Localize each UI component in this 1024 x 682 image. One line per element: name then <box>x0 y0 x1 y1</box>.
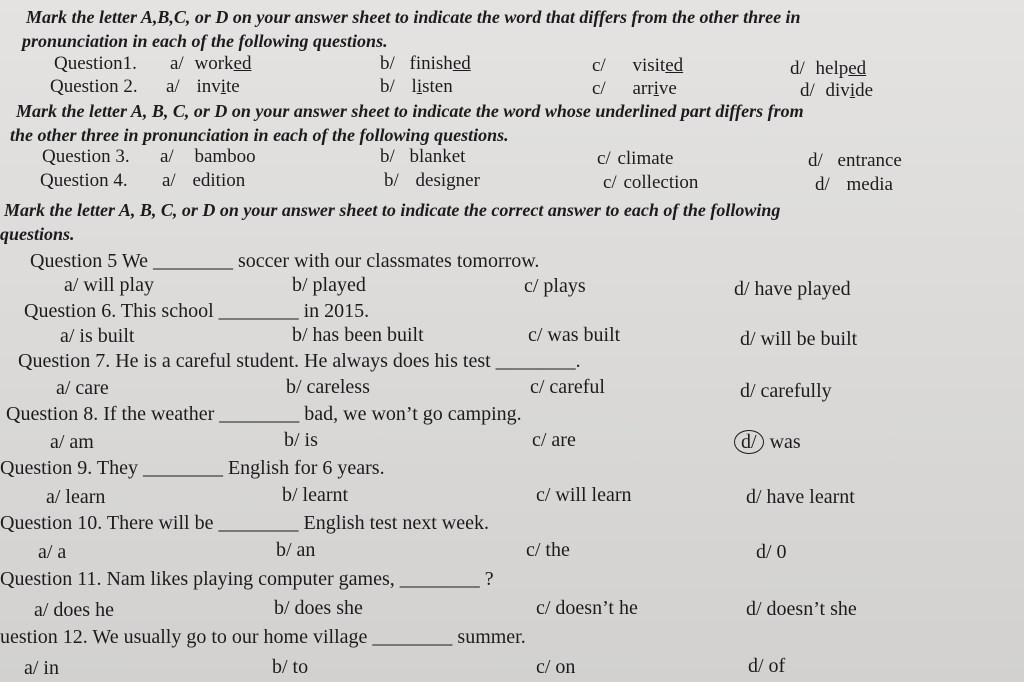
q7-option-a: a/ care <box>56 377 109 399</box>
q3-option-c <box>597 148 673 170</box>
q2-option-a-underline: i <box>220 76 227 97</box>
q3-option-c-word: climate <box>617 148 674 169</box>
q5-option-c: c/ plays <box>524 275 586 297</box>
q9-option-a: a/ learn <box>46 486 106 508</box>
q11-option-d: d/ doesn’t she <box>746 598 857 620</box>
question-3-label: Question 3. <box>42 146 130 167</box>
q2-option-b <box>380 76 453 98</box>
q8-option-d-circled-letter: d/ <box>734 430 764 454</box>
q1-option-c <box>592 55 683 77</box>
section-3-instruction-line-1: Mark the letter A, B, C, or D on your answer sheet to indicate the correct answer to each of the following <box>4 200 781 220</box>
q8-option-d-word: was <box>769 431 801 453</box>
q10-option-d: d/ 0 <box>756 541 787 563</box>
q11-option-a: a/ does he <box>34 599 114 621</box>
q4-option-b-letter: b/ <box>384 170 399 191</box>
q9-option-d: d/ have learnt <box>746 486 855 508</box>
q4-option-d-letter: d/ <box>815 174 830 195</box>
q1-option-c-word-stem: visit <box>632 55 666 76</box>
section-1-instruction-line-1: Mark the letter A,B,C, or D on your answer sheet to indicate the word that differs from the other three in <box>26 7 801 27</box>
q9-option-b: b/ learnt <box>282 484 349 506</box>
q6-option-d: d/ will be built <box>740 328 858 350</box>
section-3-instruction-line-2: questions. <box>0 224 75 244</box>
question-2-label: Question 2. <box>50 76 138 97</box>
q12-option-c: c/ on <box>536 656 576 678</box>
q3-option-b-word: blanket <box>409 146 466 167</box>
q2-option-d-pre: div <box>825 80 850 101</box>
q2-option-b-underline: i <box>416 76 423 97</box>
q2-option-a-pre: inv <box>196 76 221 97</box>
question-10-stem: Question 10. There will be ________ English test next week. <box>0 512 489 534</box>
q2-option-b-pre: l <box>411 76 417 97</box>
q8-option-b: b/ is <box>284 429 318 451</box>
q4-option-d-word: media <box>846 174 893 195</box>
q4-option-a-letter: a/ <box>162 170 176 191</box>
q2-option-b-post: sten <box>422 76 453 97</box>
q1-option-b-underline: ed <box>452 53 471 74</box>
q7-option-c: c/ careful <box>530 376 605 398</box>
q2-option-b-letter: b/ <box>380 76 395 97</box>
q1-option-c-underline: ed <box>665 55 684 76</box>
q3-option-d <box>808 150 902 172</box>
q11-option-b: b/ does she <box>274 597 363 619</box>
q3-option-b-letter: b/ <box>380 146 395 167</box>
q8-option-c: c/ are <box>532 429 576 451</box>
question-7-stem: Question 7. He is a careful student. He always does his test ________. <box>18 350 581 372</box>
q3-option-d-word: entrance <box>837 150 902 171</box>
q1-option-d-underline: ed <box>848 58 867 79</box>
q4-option-b <box>384 170 480 192</box>
q1-option-c-letter: c/ <box>592 55 606 76</box>
q3-option-d-letter: d/ <box>808 150 823 171</box>
q6-option-c: c/ was built <box>528 324 621 346</box>
q6-option-b: b/ has been built <box>292 324 424 346</box>
q3-option-b <box>380 146 465 168</box>
q3-option-a-letter: a/ <box>160 146 174 167</box>
q6-option-a: a/ is built <box>60 325 135 347</box>
q2-option-d-letter: d/ <box>800 80 815 101</box>
q5-option-a: a/ will play <box>64 274 154 296</box>
q2-option-d-post: de <box>855 80 874 101</box>
question-1-label: Question1. <box>54 53 137 74</box>
q2-option-c-post: ve <box>658 78 677 99</box>
q10-option-c: c/ the <box>526 539 570 561</box>
q5-option-d: d/ have played <box>734 278 851 300</box>
section-2-instruction-line-2: the other three in pronunciation in each of the following questions. <box>10 125 509 145</box>
q3-option-a-word: bamboo <box>194 146 256 167</box>
question-5-stem: Question 5 We ________ soccer with our classmates tomorrow. <box>30 250 540 272</box>
q11-option-c: c/ doesn’t he <box>536 597 638 619</box>
q1-option-b-word-stem: finish <box>409 53 453 74</box>
q1-option-a-word-stem: work <box>194 53 234 74</box>
q2-option-a-letter: a/ <box>166 76 180 97</box>
question-6-stem: Question 6. This school ________ in 2015. <box>24 300 370 322</box>
q7-option-b: b/ careless <box>286 376 370 398</box>
q10-option-a: a/ a <box>38 541 67 563</box>
q9-option-c: c/ will learn <box>536 484 632 506</box>
q1-option-a <box>170 53 251 75</box>
q8-option-a: a/ am <box>50 431 94 453</box>
q4-option-a-word: edition <box>192 170 246 191</box>
q5-option-b: b/ played <box>292 274 366 296</box>
q2-option-a-post: te <box>226 76 240 97</box>
q4-option-d <box>815 174 893 196</box>
q1-option-b-letter: b/ <box>380 53 395 74</box>
question-8-stem: Question 8. If the weather ________ bad, we won’t go camping. <box>6 403 522 425</box>
section-1-instruction-line-2: pronunciation in each of the following questions. <box>22 31 388 51</box>
q12-option-a: a/ in <box>24 657 59 679</box>
q2-option-d <box>800 80 873 102</box>
q2-option-d-underline: i <box>849 80 856 101</box>
q4-option-a <box>162 170 245 192</box>
q7-option-d: d/ carefully <box>740 380 832 402</box>
question-11-stem: Question 11. Nam likes playing computer games, ________ ? <box>0 568 494 590</box>
q4-option-b-word: designer <box>415 170 480 191</box>
question-12-stem: uestion 12. We usually go to our home village ________ summer. <box>0 626 526 648</box>
q4-option-c <box>603 172 698 194</box>
q2-option-c-pre: arr <box>632 78 654 99</box>
q12-option-b: b/ to <box>272 656 309 678</box>
q1-option-d <box>790 58 866 80</box>
question-4-label: Question 4. <box>40 170 128 191</box>
q2-option-c <box>592 78 677 100</box>
q2-option-c-letter: c/ <box>592 78 606 99</box>
q1-option-a-letter: a/ <box>170 53 184 74</box>
q1-option-d-letter: d/ <box>790 58 805 79</box>
q2-option-a <box>166 76 240 98</box>
q4-option-c-letter: c/ <box>603 172 617 193</box>
q1-option-a-underline: ed <box>233 53 252 74</box>
q1-option-d-word-stem: help <box>815 58 849 79</box>
q4-option-c-word: collection <box>623 172 699 193</box>
q3-option-a <box>160 146 256 168</box>
section-2-instruction-line-1: Mark the letter A, B, C, or D on your answer sheet to indicate the word whose underlined part differs from <box>16 101 804 121</box>
q2-option-c-underline: i <box>653 78 659 99</box>
q12-option-d: d/ of <box>748 655 786 677</box>
q10-option-b: b/ an <box>276 539 316 561</box>
q1-option-b <box>380 53 471 75</box>
q8-option-d <box>734 430 801 454</box>
q3-option-c-letter: c/ <box>597 148 611 169</box>
question-9-stem: Question 9. They ________ English for 6 years. <box>0 457 385 479</box>
